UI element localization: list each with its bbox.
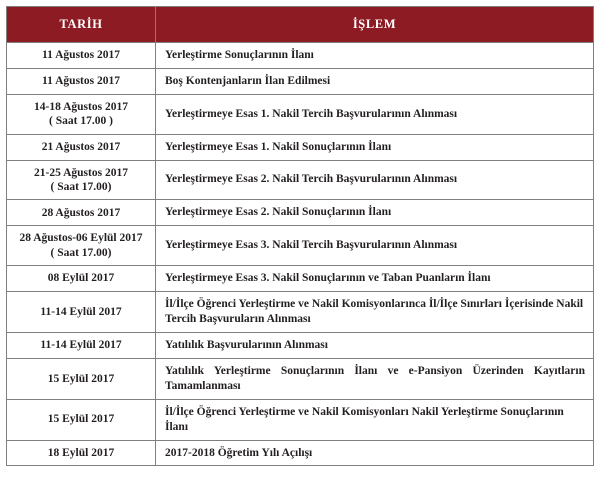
placement-calendar-table (6, 6, 594, 466)
table-row (7, 358, 594, 399)
table-header-row (7, 7, 594, 43)
cell-date (7, 134, 156, 160)
date-secondary: ( Saat 17.00) (50, 246, 112, 259)
table-row (7, 94, 594, 134)
cell-date (7, 226, 156, 266)
cell-date (7, 266, 156, 292)
date-primary: 21 Ağustos 2017 (41, 140, 121, 153)
table-header (7, 7, 594, 43)
cell-task: Boş Kontenjanların İlan Edilmesi (156, 68, 594, 94)
date-primary: 28 Ağustos-06 Eylül 2017 (19, 232, 143, 245)
table-row (7, 291, 594, 332)
cell-task: Yerleştirmeye Esas 1. Nakil Tercih Başvurularının Alınması (156, 94, 594, 134)
cell-task: Yerleştirme Sonuçlarının İlanı (156, 43, 594, 69)
column-header-date: TARİH (7, 7, 156, 43)
cell-task: 2017-2018 Öğretim Yılı Açılışı (156, 440, 594, 466)
cell-task: Yatılılık Başvurularının Alınması (156, 332, 594, 358)
table-row (7, 226, 594, 266)
date-primary: 15 Eylül 2017 (47, 413, 115, 426)
cell-date (7, 160, 156, 200)
date-primary: 11-14 Eylül 2017 (40, 305, 122, 318)
cell-date (7, 291, 156, 332)
date-primary: 11 Ağustos 2017 (42, 49, 120, 62)
cell-date (7, 440, 156, 466)
cell-date (7, 332, 156, 358)
date-primary: 11 Ağustos 2017 (42, 75, 120, 88)
table-row (7, 160, 594, 200)
cell-task: Yerleştirmeye Esas 2. Nakil Tercih Başvurularının Alınması (156, 160, 594, 200)
cell-date (7, 358, 156, 399)
cell-date (7, 399, 156, 440)
table-body (7, 43, 594, 466)
table-row (7, 68, 594, 94)
table-row (7, 332, 594, 358)
date-primary: 14-18 Ağustos 2017 (34, 100, 128, 113)
date-primary: 08 Eylül 2017 (47, 272, 115, 285)
table-row (7, 440, 594, 466)
date-secondary: ( Saat 17.00 ) (49, 115, 113, 128)
cell-date (7, 94, 156, 134)
cell-task: Yerleştirmeye Esas 3. Nakil Sonuçlarının ve Taban Puanların İlanı (156, 266, 594, 292)
table-row (7, 399, 594, 440)
cell-task: Yerleştirmeye Esas 3. Nakil Tercih Başvurularının Alınması (156, 226, 594, 266)
date-secondary: ( Saat 17.00) (50, 180, 112, 193)
cell-task: Yatılılık Yerleştirme Sonuçlarının İlanı ve e-Pansiyon Üzerinden Kayıtların Tamamlanması (156, 358, 594, 399)
table-row (7, 266, 594, 292)
cell-date (7, 68, 156, 94)
date-primary: 11-14 Eylül 2017 (40, 339, 122, 352)
table-row (7, 43, 594, 69)
cell-task: Yerleştirmeye Esas 2. Nakil Sonuçlarının İlanı (156, 200, 594, 226)
table-row (7, 200, 594, 226)
column-header-task: İŞLEM (156, 7, 594, 43)
cell-task: İl/İlçe Öğrenci Yerleştirme ve Nakil Komisyonları Nakil Yerleştirme Sonuçlarının İlanı (156, 399, 594, 440)
table-row (7, 134, 594, 160)
date-primary: 28 Ağustos 2017 (41, 206, 121, 219)
cell-date (7, 43, 156, 69)
date-primary: 21-25 Ağustos 2017 (34, 166, 128, 179)
date-primary: 18 Eylül 2017 (47, 446, 115, 459)
cell-date (7, 200, 156, 226)
cell-task: Yerleştirmeye Esas 1. Nakil Sonuçlarının İlanı (156, 134, 594, 160)
cell-task: İl/İlçe Öğrenci Yerleştirme ve Nakil Komisyonlarınca İl/İlçe Sınırları İçerisinde Nakil Tercih Başvuruların Alınması (156, 291, 594, 332)
date-primary: 15 Eylül 2017 (47, 372, 115, 385)
